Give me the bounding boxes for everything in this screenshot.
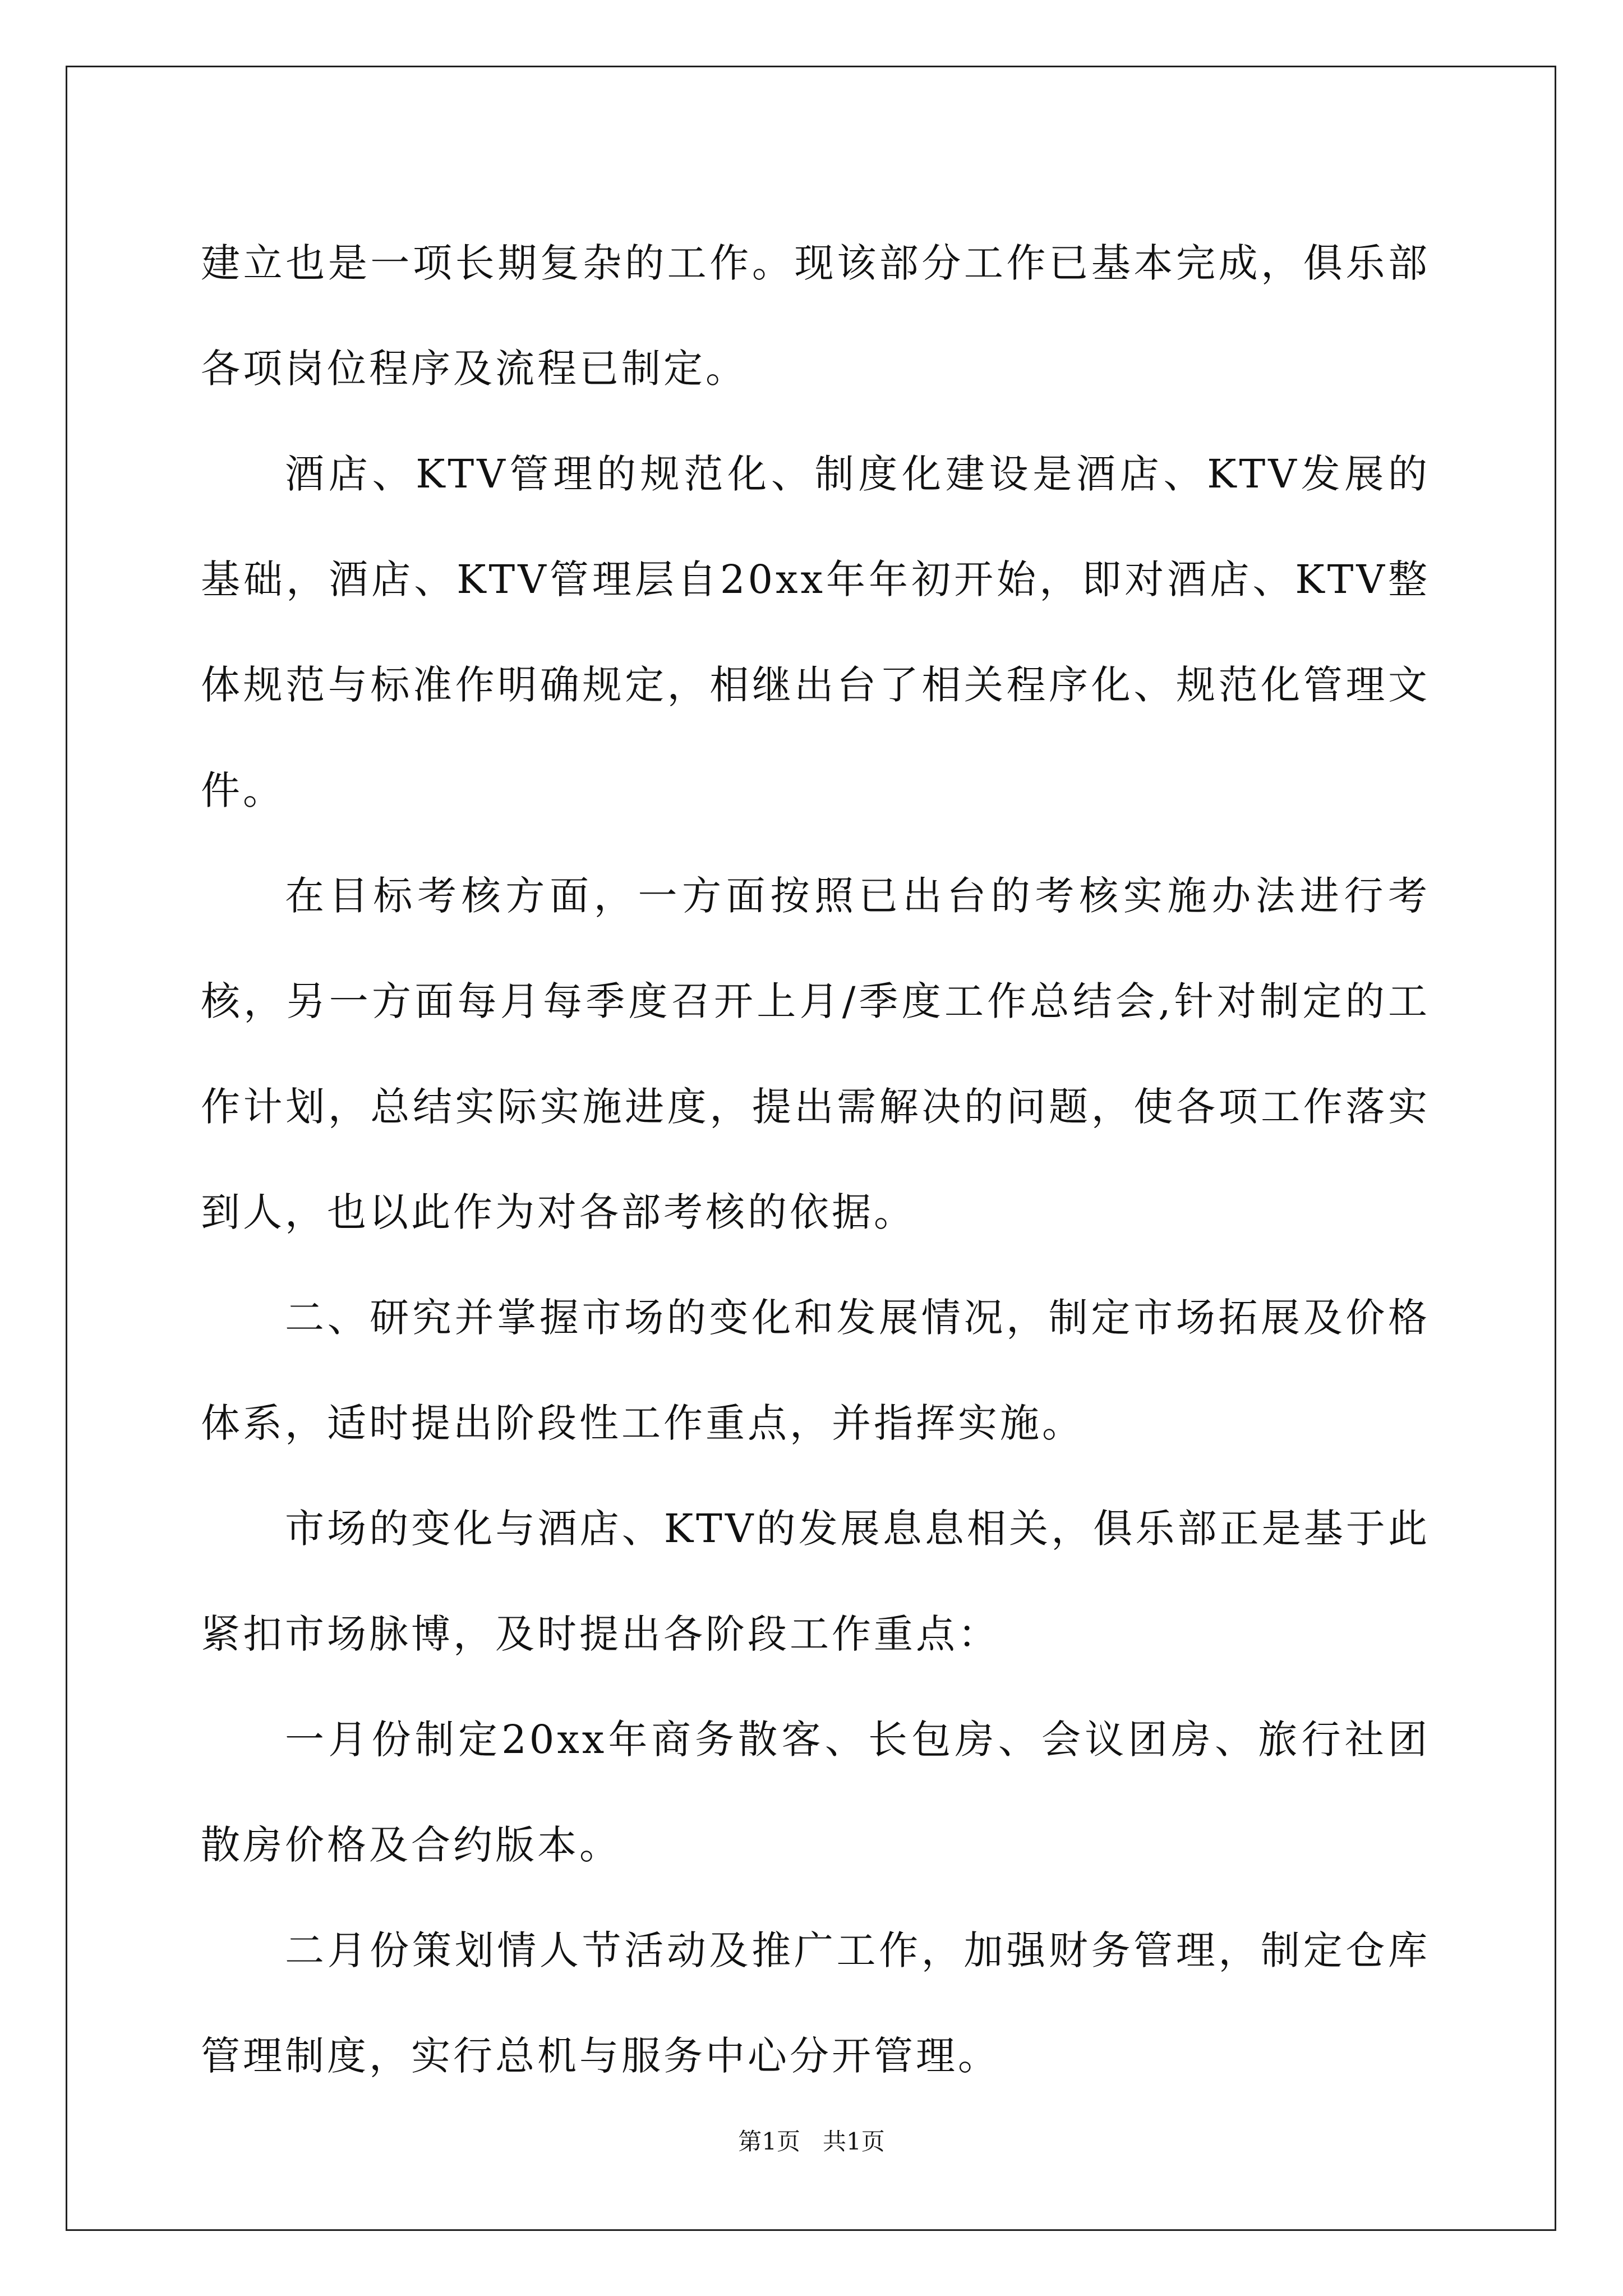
page-number-footer: 第1页 共1页 — [738, 2128, 885, 2155]
paragraph-1: 建立也是一项长期复杂的工作。现该部分工作已基本完成，俱乐部各项岗位程序及流程已制定。 — [201, 240, 1430, 392]
paragraph-5: 市场的变化与酒店、KTV的发展息息相关，俱乐部正是基于此紧扣市场脉博，及时提出各阶段工作重点： — [201, 1506, 1430, 1657]
paragraph-6: 一月份制定20xx年商务散客、长包房、会议团房、旅行社团散房价格及合约版本。 — [201, 1717, 1430, 1868]
paragraph-3: 在目标考核方面，一方面按照已出台的考核实施办法进行考核，另一方面每月每季度召开上月/季度工作总结会,针对制定的工作计划，总结实际实施进度，提出需解决的问题，使各项工作落实到人，也以此作为对各部考核的依据。 — [201, 873, 1430, 1235]
paragraph-7: 二月份策划情人节活动及推广工作，加强财务管理，制定仓库管理制度，实行总机与服务中心分开管理。 — [201, 1927, 1430, 2079]
paragraph-4: 二、研究并掌握市场的变化和发展情况，制定市场拓展及价格体系，适时提出阶段性工作重点，并指挥实施。 — [201, 1295, 1430, 1446]
paragraph-2: 酒店、KTV管理的规范化、制度化建设是酒店、KTV发展的基础，酒店、KTV管理层自20xx年年初开始，即对酒店、KTV整体规范与标准作明确规定，相继出台了相关程序化、规范化管理文件。 — [201, 451, 1430, 813]
document-body — [201, 210, 1430, 2109]
